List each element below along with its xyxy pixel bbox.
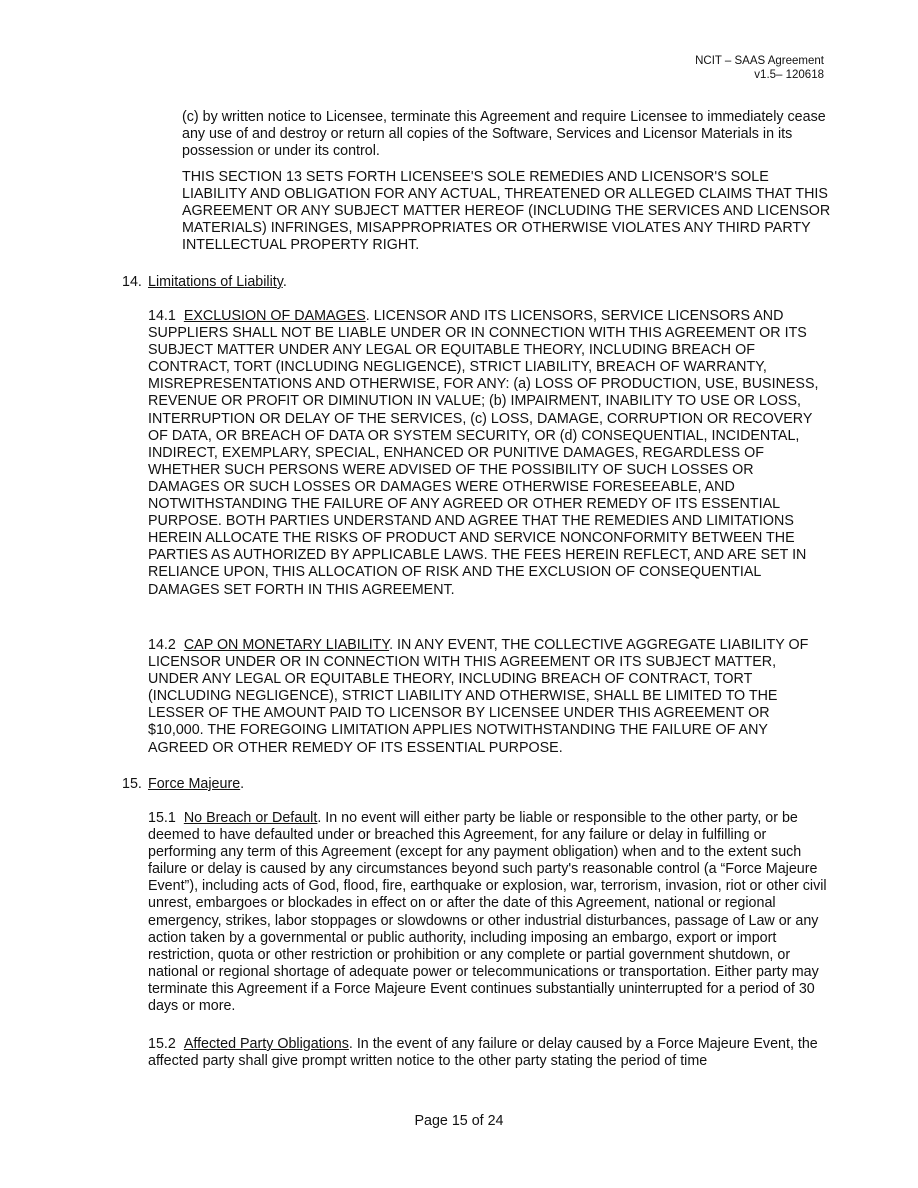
section-15-number: 15.: [122, 776, 142, 792]
clause-13c: (c) by written notice to Licensee, terminate this Agreement and require Licensee to immediately cease any use of and destroy or return all copies of the Software, Services and Licensor Materials in its possession or under its control.: [182, 109, 826, 160]
section-14-title: Limitations of Liability: [148, 274, 283, 290]
section-14-1-text: . LICENSOR AND ITS LICENSORS, SERVICE LICENSORS AND SUPPLIERS SHALL NOT BE LIABLE UNDER OR IN CONNECTION WITH THIS AGREEMENT OR ITS SUBJECT MATTER UNDER ANY LEGAL OR EQUITABLE THEORY, INCLUDING BREACH OF CONTRACT, TORT (INCLUDING NEGLIGENCE), STRICT LIABILITY, BREACH OF WARRANTY, MISREPRESENTATIONS AND OTHERWISE, FOR ANY: (a) LOSS OF PRODUCTION, USE, BUSINESS, REVENUE OR PROFIT OR DIMINUTION IN VALUE; (b) IMPAIRMENT, INABILITY TO USE OR LOSS, INTERRUPTION OR DELAY OF THE SERVICES, (c) LOSS, DAMAGE, CORRUPTION OR RECOVERY OF DATA, OR BREACH OF DATA OR SYSTEM SECURITY, OR (d) CONSEQUENTIAL, INCIDENTAL, INDIRECT, EXEMPLARY, SPECIAL, ENHANCED OR PUNITIVE DAMAGES, REGARDLESS OF WHETHER SUCH PERSONS WERE ADVISED OF THE POSSIBILITY OF SUCH LOSSES OR DAMAGES OR SUCH LOSSES OR DAMAGES WERE OTHERWISE FORESEEABLE, AND NOTWITHSTANDING THE FAILURE OF ANY AGREED OR OTHER REMEDY OF ITS ESSENTIAL PURPOSE. BOTH PARTIES UNDERSTAND AND AGREE THAT THE REMEDIES AND LIMITATIONS HEREIN ALLOCATE THE RISKS OF PRODUCT AND SERVICE NONCONFORMITY BETWEEN THE PARTIES AS AUTHORIZED BY APPLICABLE LAWS. THE FEES HEREIN REFLECT, AND ARE SET IN RELIANCE UPON, THIS ALLOCATION OF RISK AND THE EXCLUSION OF CONSEQUENTIAL DAMAGES SET FORTH IN THIS AGREEMENT.: [148, 308, 819, 598]
section-15-1: [148, 810, 828, 1015]
section-15-1-number: 15.1: [148, 810, 176, 826]
section-15-1-title: No Breach or Default: [183, 810, 318, 826]
section-15-heading: [122, 776, 822, 793]
section-15-1-text: . In no event will either party be liable or responsible to the other party, or be deemed to have defaulted under or breached this Agreement, for any failure or delay in fulfilling or performing any term of this Agreement (except for any payment obligation) when and to the extent such failure or delay is caused by any circumstances beyond such party's reasonable control (a “Force Majeure Event”), including acts of God, flood, fire, earthquake or explosion, war, terrorism, invasion, riot or other civil unrest, embargoes or blockades in effect on or after the date of this Agreement, national or regional emergency, strikes, labor stoppages or slowdowns or other industrial disturbances, passage of Law or any action taken by a governmental or public authority, including imposing an embargo, export or import restriction, quota or other restriction or prohibition or any complete or partial government shutdown, or national or regional shortage of adequate power or telecommunications or transportation. Either party may terminate this Agreement if a Force Majeure Event continues substantially uninterrupted for a period of 30 days or more.: [148, 810, 827, 1015]
section-14-heading: [122, 274, 822, 291]
section-15-title-suffix: .: [240, 776, 245, 792]
section-13-sole-remedies: THIS SECTION 13 SETS FORTH LICENSEE'S SOLE REMEDIES AND LICENSOR'S SOLE LIABILITY AND OBLIGATION FOR ANY ACTUAL, THREATENED OR ALLEGED CLAIMS THAT THIS AGREEMENT OR ANY SUBJECT MATTER HEREOF (INCLUDING THE SERVICES AND LICENSOR MATERIALS) INFRINGES, MISAPPROPRIATES OR OTHERWISE VIOLATES ANY THIRD PARTY INTELLECTUAL PROPERTY RIGHT.: [182, 169, 831, 254]
section-14-number: 14.: [122, 274, 142, 290]
section-14-2-number: 14.2: [148, 637, 176, 653]
section-14-1: [148, 308, 828, 599]
section-14-title-suffix: .: [282, 274, 287, 290]
section-14-1-number: 14.1: [148, 308, 176, 324]
section-14-2-text: . IN ANY EVENT, THE COLLECTIVE AGGREGATE LIABILITY OF LICENSOR UNDER OR IN CONNECTION WITH THIS AGREEMENT OR ITS SUBJECT MATTER, UNDER ANY LEGAL OR EQUITABLE THEORY, INCLUDING BREACH OF CONTRACT, TORT (INCLUDING NEGLIGENCE), STRICT LIABILITY AND OTHERWISE, SHALL BE LIMITED TO THE LESSER OF THE AMOUNT PAID TO LICENSOR BY LICENSEE UNDER THIS AGREEMENT OR $10,000. THE FOREGOING LIMITATION APPLIES NOTWITHSTANDING THE FAILURE OF ANY AGREED OR OTHER REMEDY OF ITS ESSENTIAL PURPOSE.: [148, 637, 809, 756]
section-14-2: [148, 637, 828, 757]
header-title: NCIT – SAAS Agreement: [695, 55, 824, 67]
page-number: Page 15 of 24: [414, 1113, 504, 1129]
document-header: [695, 54, 824, 82]
section-14-2-title: CAP ON MONETARY LIABILITY: [183, 637, 390, 653]
section-15-2-number: 15.2: [148, 1036, 176, 1052]
section-14-1-title: EXCLUSION OF DAMAGES: [183, 308, 366, 324]
section-15-2: [148, 1036, 828, 1070]
section-15-2-text: . In the event of any failure or delay caused by a Force Majeure Event, the affected party shall give prompt written notice to the other party stating the period of time: [148, 1036, 818, 1070]
section-15-2-title: Affected Party Obligations: [183, 1036, 349, 1052]
section-15-title: Force Majeure: [148, 776, 241, 792]
header-version: v1.5– 120618: [754, 69, 824, 81]
